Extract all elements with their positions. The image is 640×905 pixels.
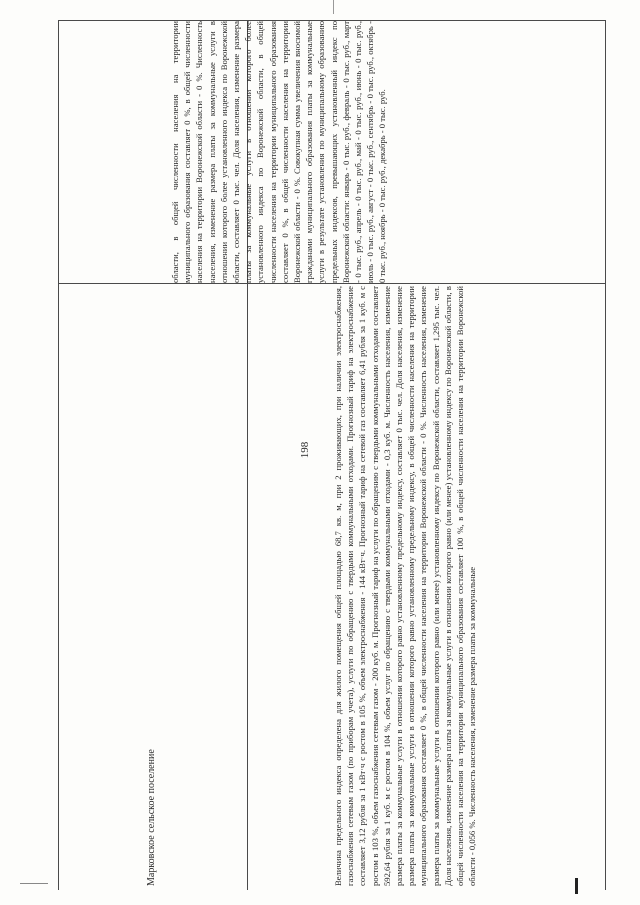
description-text: Величина предельного индекса определена для жилого помещения общей площадью 68,7 кв. м, при 2 проживающих, при наличии электроснабжения, газоснабжения сетевым газом (по приборам учета), услуги по обращению с твердыми коммунальными отходами. Прогнозный тариф на электроснабжение составляет 3,12 рубля за 1 кВт·ч с ростом в 105 %, объем электроснабжения - 144 кВт·ч. Прогнозный тариф на сетевой газ составляет 6,41 рубля за 1 куб. м с ростом в 103 %, объем газоснабжения сетевым газом - 200 куб. м. Прогнозный тариф на услуги по обращению с твердыми коммунальными отходами составляет 592,64 рубля за 1 куб. м с ростом в 104 %, объем услуг по обращению с твердыми коммунальными отходами - 0,3 куб. м. Численность населения, изменение размера платы за коммунальные услуги в отношении которого равно установленному предельному индексу, составляет 0 тыс. чел. Доля населения, изменение размера платы за коммунальные услуги в отношении которого равно установленному предельному индексу, в общей численности населения на территории муниципального образования составляет 0 %, в общей численности населения на территории Воронежской области - 0 %. Численность населения, изменение размера платы за коммунальные услуги в отношении которого равно (или менее) установленному индексу по Воронежской области, составляет 1,295 тыс. чел. Доля населения, изменение размера платы за коммунальные услуги в отношении которого равно (или менее) установленному индексу по Воронежской области, в общей численности населения на территории муниципального образования составляет 100 %, в общей численности населения на территории Воронежской области - 0,056 %. Численность населения, изменение размера платы за коммунальные (333, 286, 478, 886)
scan-artifact (20, 883, 48, 884)
table-border-right (605, 20, 606, 890)
continuation-text: области, в общей численности населения на территории муниципального образования составляет 0 %, в общей численности населения на территории Воронежской области - 0 %. Численность населения, изменение размера платы за коммунальные услуги в отношении которого более установленного индекса по Воронежской области, составляет 0 тыс. чел. Доля населения, изменение размера платы за коммунальные услуги в отношении которого более установленного индекса по Воронежской области, в общей численности населения на территории муниципального образования составляет 0 %, в общей численности населения на территории Воронежской области - 0 %. Совокупная сумма увеличения вносимой гражданами муниципального образования платы за коммунальные услуги в результате установления по муниципальному образованию предельных индексов, превышающих установленный индекс по Воронежской области: январь - 0 тыс. руб., февраль - 0 тыс. руб., март - 0 тыс. руб., апрель - 0 тыс. руб., май - 0 тыс. руб., июнь - 0 тыс. руб., июль - 0 тыс. руб., август - 0 тыс. руб., сентябрь - 0 тыс. руб., октябрь - 0 тыс. руб., ноябрь - 0 тыс. руб., декабрь - 0 тыс. руб. (170, 21, 388, 283)
page-number: 198 (299, 441, 311, 459)
table-row-divider (58, 283, 606, 284)
table-border-left (58, 20, 59, 890)
table-cell-continuation (169, 21, 388, 283)
table-cell-description (332, 286, 508, 886)
scan-artifact (575, 878, 578, 894)
municipality-name: Марковское сельское поселение (146, 749, 157, 886)
scan-artifact (333, 0, 334, 14)
